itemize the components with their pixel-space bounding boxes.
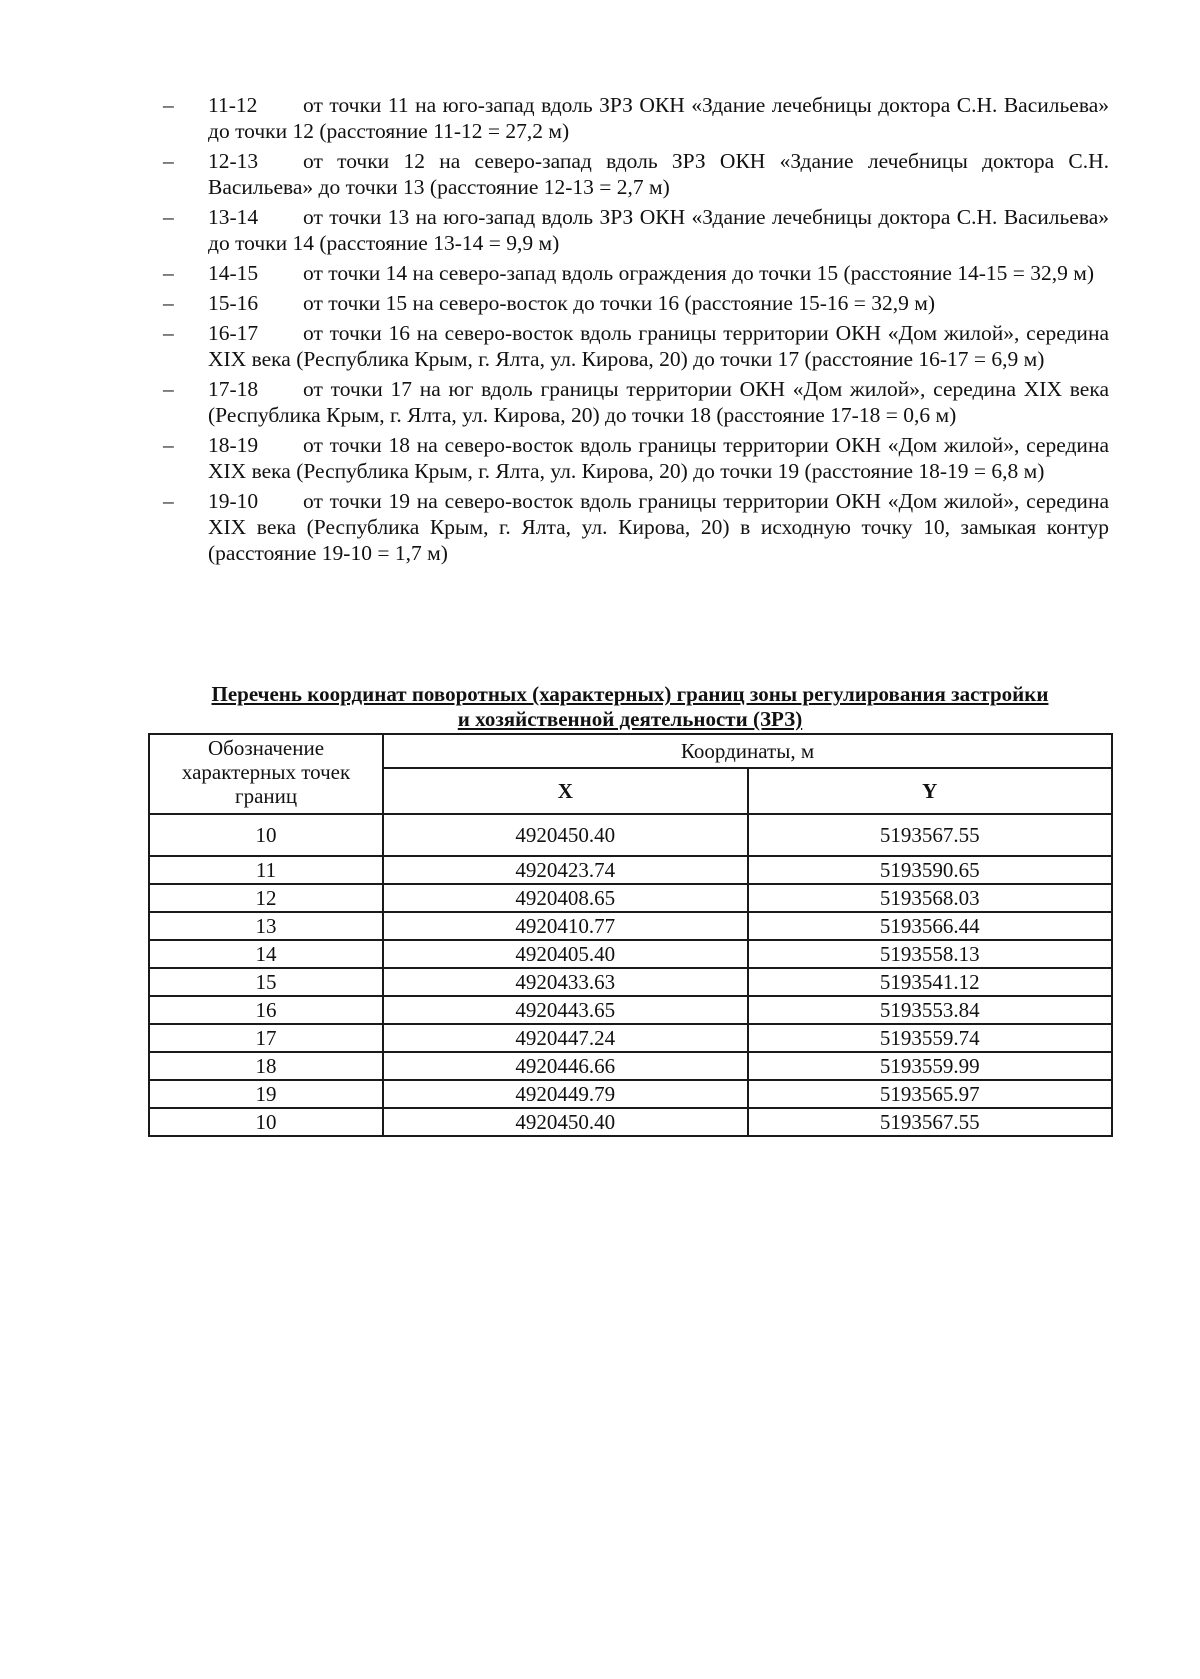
cell-y: 5193567.55 <box>748 1108 1112 1136</box>
cell-x: 4920405.40 <box>383 940 747 968</box>
cell-y: 5193568.03 <box>748 884 1112 912</box>
cell-point: 17 <box>149 1024 383 1052</box>
cell-y: 5193567.55 <box>748 814 1112 856</box>
table-row <box>149 1052 1112 1080</box>
boundary-segment <box>163 260 1109 286</box>
cell-y: 5193590.65 <box>748 856 1112 884</box>
header-point-label: Обозначение характерных точек границ <box>149 734 383 814</box>
cell-x: 4920408.65 <box>383 884 747 912</box>
segment-code: 15-16 <box>208 291 259 315</box>
boundary-segment <box>163 488 1109 566</box>
cell-x: 4920423.74 <box>383 856 747 884</box>
dash-marker: – <box>163 261 174 285</box>
segment-description: от точки 15 на северо-восток до точки 16 (расстояние 15-16 = 32,9 м) <box>303 291 936 315</box>
cell-y: 5193541.12 <box>748 968 1112 996</box>
table-title-line-2: и хозяйственной деятельности (ЗРЗ) <box>457 707 803 731</box>
cell-y: 5193553.84 <box>748 996 1112 1024</box>
dash-marker: – <box>163 489 174 513</box>
segment-code: 19-10 <box>208 489 259 513</box>
segment-code: 11-12 <box>208 93 258 117</box>
cell-x: 4920447.24 <box>383 1024 747 1052</box>
segment-code: 18-19 <box>208 433 259 457</box>
boundary-segment <box>163 92 1109 144</box>
header-coordinates: Координаты, м <box>383 734 1112 768</box>
boundary-segment <box>163 432 1109 484</box>
cell-point: 19 <box>149 1080 383 1108</box>
boundary-segment <box>163 290 1109 316</box>
table-row <box>149 996 1112 1024</box>
cell-x: 4920446.66 <box>383 1052 747 1080</box>
cell-y: 5193565.97 <box>748 1080 1112 1108</box>
cell-point: 10 <box>149 814 383 856</box>
dash-marker: – <box>163 291 174 315</box>
segment-description: от точки 19 на северо-восток вдоль границы территории ОКН «Дом жилой», середина XIX века (Республика Крым, г. Ялта, ул. Кирова, 20) в исходную точку 10, замыкая контур (расстояние 19-10 = 1,7 м) <box>208 489 1109 565</box>
dash-marker: – <box>163 321 174 345</box>
table-row <box>149 1024 1112 1052</box>
header-x: X <box>383 768 747 814</box>
boundary-segment <box>163 148 1109 200</box>
segment-code: 12-13 <box>208 149 259 173</box>
cell-x: 4920410.77 <box>383 912 747 940</box>
table-row <box>149 856 1112 884</box>
cell-x: 4920449.79 <box>383 1080 747 1108</box>
table-title <box>150 682 1110 732</box>
cell-x: 4920443.65 <box>383 996 747 1024</box>
cell-y: 5193558.13 <box>748 940 1112 968</box>
dash-marker: – <box>163 205 174 229</box>
table-row <box>149 912 1112 940</box>
cell-y: 5193566.44 <box>748 912 1112 940</box>
header-y: Y <box>748 768 1112 814</box>
segment-description: от точки 18 на северо-восток вдоль границы территории ОКН «Дом жилой», середина XIX века (Республика Крым, г. Ялта, ул. Кирова, 20) до точки 19 (расстояние 18-19 = 6,8 м) <box>208 433 1109 483</box>
table-header-row <box>149 734 1112 768</box>
coordinates-table <box>148 733 1113 1137</box>
cell-point: 16 <box>149 996 383 1024</box>
cell-x: 4920450.40 <box>383 814 747 856</box>
segment-description: от точки 16 на северо-восток вдоль границы территории ОКН «Дом жилой», середина XIX века (Республика Крым, г. Ялта, ул. Кирова, 20) до точки 17 (расстояние 16-17 = 6,9 м) <box>208 321 1109 371</box>
cell-point: 15 <box>149 968 383 996</box>
table-row <box>149 1080 1112 1108</box>
segment-description: от точки 13 на юго-запад вдоль ЗРЗ ОКН «Здание лечебницы доктора С.Н. Васильева» до точки 14 (расстояние 13-14 = 9,9 м) <box>208 205 1109 255</box>
segment-description: от точки 11 на юго-запад вдоль ЗРЗ ОКН «Здание лечебницы доктора С.Н. Васильева» до точки 12 (расстояние 11-12 = 27,2 м) <box>208 93 1109 143</box>
cell-point: 11 <box>149 856 383 884</box>
segment-code: 14-15 <box>208 261 259 285</box>
cell-y: 5193559.74 <box>748 1024 1112 1052</box>
cell-x: 4920433.63 <box>383 968 747 996</box>
boundary-segment-list <box>163 92 1109 570</box>
table-row <box>149 968 1112 996</box>
segment-description: от точки 17 на юг вдоль границы территории ОКН «Дом жилой», середина XIX века (Республика Крым, г. Ялта, ул. Кирова, 20) до точки 18 (расстояние 17-18 = 0,6 м) <box>208 377 1109 427</box>
table-row <box>149 884 1112 912</box>
segment-description: от точки 12 на северо-запад вдоль ЗРЗ ОКН «Здание лечебницы доктора С.Н. Васильева» до точки 13 (расстояние 12-13 = 2,7 м) <box>208 149 1109 199</box>
cell-point: 18 <box>149 1052 383 1080</box>
table-row <box>149 1108 1112 1136</box>
boundary-segment <box>163 376 1109 428</box>
table-row <box>149 814 1112 856</box>
boundary-segment <box>163 320 1109 372</box>
table-title-line-1: Перечень координат поворотных (характерных) границ зоны регулирования застройки <box>211 682 1049 706</box>
cell-point: 12 <box>149 884 383 912</box>
dash-marker: – <box>163 93 174 117</box>
dash-marker: – <box>163 377 174 401</box>
cell-point: 10 <box>149 1108 383 1136</box>
segment-code: 16-17 <box>208 321 259 345</box>
segment-code: 13-14 <box>208 205 259 229</box>
cell-point: 14 <box>149 940 383 968</box>
segment-description: от точки 14 на северо-запад вдоль ограждения до точки 15 (расстояние 14-15 = 32,9 м) <box>303 261 1095 285</box>
cell-point: 13 <box>149 912 383 940</box>
segment-code: 17-18 <box>208 377 259 401</box>
dash-marker: – <box>163 149 174 173</box>
cell-x: 4920450.40 <box>383 1108 747 1136</box>
table-row <box>149 940 1112 968</box>
dash-marker: – <box>163 433 174 457</box>
boundary-segment <box>163 204 1109 256</box>
cell-y: 5193559.99 <box>748 1052 1112 1080</box>
